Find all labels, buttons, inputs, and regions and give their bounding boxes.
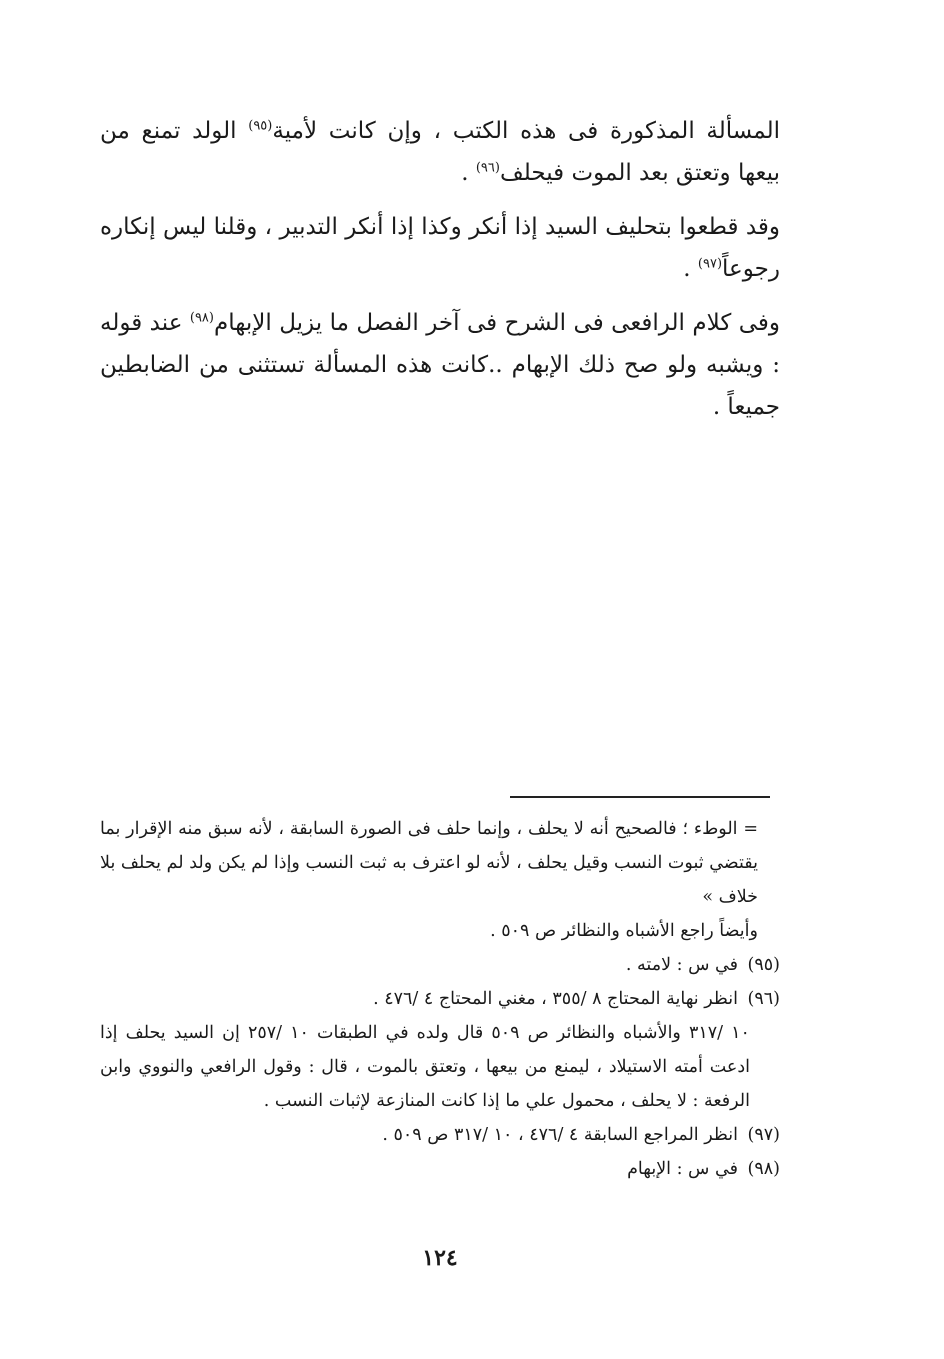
footnote-continuation-reference: وأيضاً راجع الأشباه والنظائر ص ٥٠٩ . [490, 921, 758, 941]
paragraph-2-text-a: وقد قطعوا بتحليف السيد إذا أنكر وكذا إذا أنكر التدبير ، وقلنا ليس إنكاره رجوعاً [100, 214, 780, 282]
paragraph-3 [100, 302, 780, 428]
book-page [100, 0, 780, 1359]
footnote-ref-98: (٩٨) [189, 310, 214, 326]
footnote-96-text: انظر نهاية المحتاج ٨ /٣٥٥ ، مغني المحتاج ٤ /٤٧٦ . [373, 989, 738, 1009]
footnote-divider [510, 796, 770, 798]
footnote-96-continuation: ١٠ /٣١٧ والأشباه والنظائر ص ٥٠٩ قال ولده في الطبقات ١٠ /٢٥٧ إن السيد يحلف إذا ادعت أمته الاستيلاد ، ليمنع من بيعها ، وتعتق بالموت ، قال : وقول الرافعي والنووي وابن الرفعة : لا يحلف ، محمول علي ما إذا كانت المنازعة لإثبات النسب . [100, 1023, 750, 1111]
page-number: ١٢٤ [422, 1245, 458, 1271]
paragraph-2-text-b: . [683, 256, 698, 282]
footnote-97-number: (٩٧) [747, 1125, 780, 1145]
footnote-ref-96: (٩٦) [475, 160, 500, 176]
footnote-ref-97: (٩٧) [697, 256, 723, 272]
footnote-95 [100, 948, 780, 982]
footnote-98-text: في س : الإبهام [627, 1159, 738, 1179]
paragraph-1 [100, 110, 780, 194]
footnote-96-number: (٩٦) [747, 989, 780, 1009]
footnote-97-text: انظر المراجع السابقة ٤ /٤٧٦ ، ١٠ /٣١٧ ص ٥٠٩ . [382, 1125, 738, 1145]
footnote-98-number: (٩٨) [747, 1159, 780, 1179]
paragraph-3-text-a: وفى كلام الرافعى فى الشرح فى آخر الفصل ما يزيل الإبهام [214, 310, 780, 336]
paragraph-3-text-b: عند قوله : ويشبه ولو صح ذلك الإبهام ..كانت هذه المسألة تستثنى من الضابطين جميعاً . [100, 310, 780, 420]
footnote-96 [100, 982, 780, 1016]
footnote-97 [100, 1118, 780, 1152]
footnote-98 [100, 1152, 780, 1186]
main-text [100, 110, 780, 440]
footnotes [100, 812, 780, 1186]
footnote-continuation: = الوطء ؛ فالصحيح أنه لا يحلف ، وإنما حلف فى الصورة السابقة ، لأنه سبق منه الإقرار بما يقتضي ثبوت النسب وقيل يحلف ، لأنه لو اعترف به ثبت النسب وإذا لم يكن ولد لم يحلف بلا خلاف » [100, 819, 758, 907]
paragraph-1-text-b: الولد تمنع من بيعها وتعتق بعد الموت فيحلف [100, 118, 780, 186]
footnote-95-number: (٩٥) [747, 955, 780, 975]
paragraph-1-text-c: . [461, 160, 476, 186]
footnote-95-text: في س : لامته . [625, 955, 738, 975]
footnote-ref-95: (٩٥) [248, 118, 273, 134]
paragraph-1-text-a: المسألة المذكورة فى هذه الكتب ، وإن كانت لأمية [272, 118, 780, 144]
paragraph-2 [100, 206, 780, 290]
